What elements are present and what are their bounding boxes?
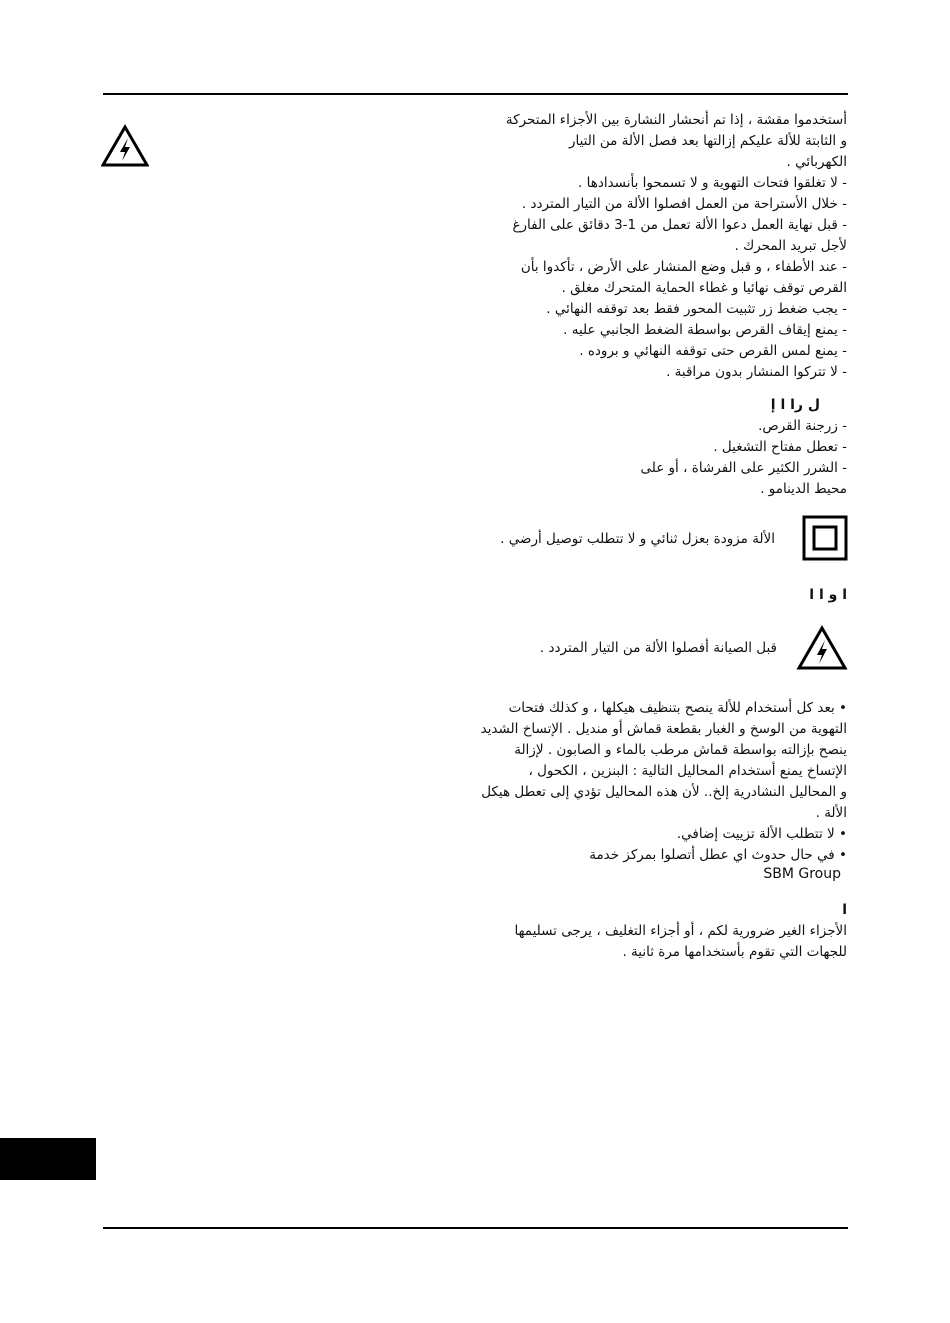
fault-section-heading: ل را ا إ [770,397,820,413]
maintenance-line: الألة . [815,805,847,821]
safety-line: - يمنع لمس القرص حتى توقفه النهائي و بروده . [579,343,847,359]
safety-line: - قبل نهاية العمل دعوا الألة تعمل من 1-3 دقائق على الفارغ [512,217,847,233]
fault-line: - زرجنة القرص. [758,418,847,434]
safety-line: أستخدموا مقشة ، إذا تم أنحشار النشارة بين الأجزاء المتحركة [505,112,847,128]
safety-line: الكهربائي . [786,154,847,170]
maintenance-line: • بعد كل أستخدام للألة ينصح بتنظيف هيكلها ، و كذلك فتحات [508,700,847,716]
safety-line: و الثابتة للألة عليكم إزالتها بعد فصل الألة من التيار [568,133,847,149]
safety-line: - يمنع إيقاف القرص بواسطة الضغط الجانبي عليه . [563,322,847,338]
safety-line: - لا تغلقوا فتحات التهوية و لا تسمحوا بأنسدادها . [578,175,847,191]
electric-hazard-icon [101,124,149,168]
maintenance-warning [457,638,777,660]
maintenance-line: ينصح بإزالته بواسطة قماش مرطب بالماء و الصابون . لإزالة [514,742,847,758]
fault-line: - الشرر الكثير على الفرشاة ، أو على [640,460,847,476]
environment-line: للجهات التي تقوم بأستخدامها مرة ثانية . [622,944,847,960]
environment-note [487,921,847,963]
page-edge-tab [0,1138,96,1180]
safety-line: القرص توقف نهائيا و غطاء الحماية المتحرك مغلق . [561,280,847,296]
safety-line: لأجل تبريد المحرك . [734,238,847,254]
header-rule [103,93,848,95]
double-insulation-icon [802,515,848,561]
environment-line: الأجزاء الغير ضرورية لكم ، أو أجزاء التغليف ، يرجى تسليمها [514,923,847,939]
maintenance-line: • في حال حدوث اي عطل أتصلوا بمركز خدمة [589,847,847,863]
electric-hazard-icon [796,625,848,671]
maintenance-line: • لا تتطلب الألة تزييت إضافي. [676,826,847,842]
footer-rule [103,1227,848,1229]
maintenance-section-heading: ا و ا ا [809,587,847,603]
safety-line: - عند الأطفاء ، و قبل وضع المنشار على الأرض ، تأكدوا بأن [520,259,847,275]
maintenance-line: التهوية من الوسخ و الغبار بقطعة قماش أو منديل . الإتساخ الشديد [480,721,847,737]
safety-line: - خلال الأستراحة من العمل افصلوا الألة من التيار المتردد . [521,196,847,212]
maintenance-line: الإتساخ يمنع أستخدام المحاليل التالية : البنزين ، الكحول ، [528,763,847,779]
environment-section-heading: ا [842,902,847,918]
maintenance-warning-text: قبل الصيانة أفصلوا الألة من التيار المتردد . [539,640,777,656]
fault-line: محيط الدينامو . [760,481,847,497]
safety-line: - يجب ضغط زر تثبيت المحور فقط بعد توقفه النهائي . [546,301,847,317]
insulation-note [435,529,775,551]
fault-line: - تعطل مفتاح التشغيل . [713,439,847,455]
fault-list [487,416,847,500]
insulation-text: الألة مزودة بعزل ثنائي و لا تتطلب توصيل أرضي . [500,531,775,547]
maintenance-list [480,698,847,888]
maintenance-line: و المحاليل النشادرية إلخ.. لأن هذه المحاليل تؤدي إلى تعطل هيكل [481,784,847,800]
safety-instructions [487,110,847,380]
brand-name: SBM Group [763,866,841,882]
safety-line: - لا تتركوا المنشار بدون مراقبة . [666,364,847,380]
